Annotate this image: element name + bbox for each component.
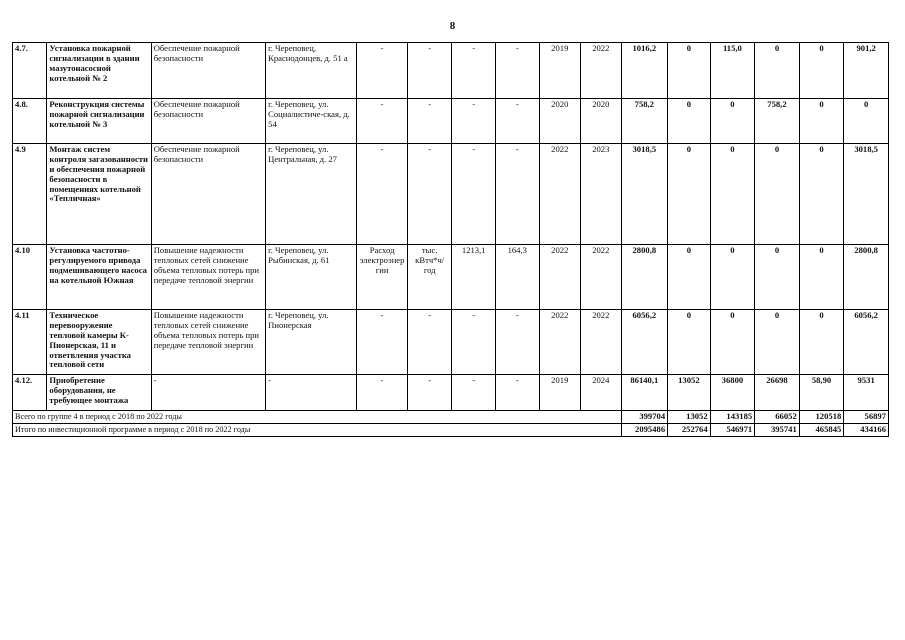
- project-name: Техническое перевооружение тепловой камеры К-Пионерская, 11 и ответвления участка тепловой сети: [47, 310, 151, 375]
- row-number: 4.11: [13, 310, 47, 375]
- row-number: 4.7.: [13, 43, 47, 99]
- funding-2018: 0: [668, 99, 711, 144]
- project-goal: -: [151, 375, 265, 411]
- indicator-name: -: [357, 375, 408, 411]
- indicator-value-before: -: [452, 43, 496, 99]
- indicator-value-before: -: [452, 375, 496, 411]
- year-end: 2024: [581, 375, 622, 411]
- indicator-name: -: [357, 43, 408, 99]
- indicator-name: Расход электроэнергии: [357, 245, 408, 310]
- total-y2022: 434166: [844, 423, 889, 436]
- group-total-row: [13, 411, 889, 424]
- total-y2020: 66052: [755, 411, 800, 424]
- funding-total: 2800,8: [621, 245, 668, 310]
- indicator-value-before: -: [452, 310, 496, 375]
- indicator-value-after: -: [495, 375, 539, 411]
- total-y2021: 465845: [799, 423, 844, 436]
- table-row: [13, 43, 889, 99]
- investment-program-table: [12, 42, 889, 437]
- funding-2021: 0: [799, 99, 844, 144]
- indicator-unit: -: [407, 43, 452, 99]
- year-start: 2019: [539, 375, 581, 411]
- page-number: 8: [449, 20, 456, 32]
- project-address: г. Череповец, ул. Социалистиче-ская, д. 54: [266, 99, 357, 144]
- indicator-value-before: -: [452, 99, 496, 144]
- year-start: 2020: [539, 99, 581, 144]
- funding-2021: 0: [799, 43, 844, 99]
- total-y2019: 546971: [710, 423, 755, 436]
- total-y2020: 395741: [755, 423, 800, 436]
- total-label: Итого по инвестиционной программе в период с 2018 по 2022 годы: [13, 423, 622, 436]
- table-row: [13, 144, 889, 245]
- project-goal: Повышение надежности тепловых сетей снижение объема тепловых потерь при передаче тепловой энергии: [151, 310, 265, 375]
- indicator-value-after: -: [495, 43, 539, 99]
- indicator-value-after: -: [495, 144, 539, 245]
- indicator-unit: -: [407, 310, 452, 375]
- indicator-value-before: 1213,1: [452, 245, 496, 310]
- year-end: 2020: [581, 99, 622, 144]
- funding-2019: 36800: [710, 375, 755, 411]
- indicator-unit: -: [407, 375, 452, 411]
- funding-2018: 13052: [668, 375, 711, 411]
- funding-total: 3018,5: [621, 144, 668, 245]
- project-goal: Повышение надежности тепловых сетей снижение объема тепловых потерь при передаче тепловой энергии: [151, 245, 265, 310]
- funding-2019: 0: [710, 310, 755, 375]
- indicator-value-after: -: [495, 99, 539, 144]
- funding-2018: 0: [668, 144, 711, 245]
- year-end: 2022: [581, 245, 622, 310]
- table-row: [13, 245, 889, 310]
- indicator-name: -: [357, 310, 408, 375]
- funding-total: 758,2: [621, 99, 668, 144]
- funding-2022: 9531: [844, 375, 889, 411]
- year-end: 2022: [581, 310, 622, 375]
- funding-2021: 0: [799, 144, 844, 245]
- row-number: 4.12.: [13, 375, 47, 411]
- total-y2018: 252764: [668, 423, 711, 436]
- funding-2019: 0: [710, 144, 755, 245]
- project-goal: Обеспечение пожарной безопасности: [151, 43, 265, 99]
- funding-2020: 26698: [755, 375, 800, 411]
- total-y2018: 13052: [668, 411, 711, 424]
- indicator-unit: -: [407, 144, 452, 245]
- project-name: Приобретение оборудования, не требующее монтажа: [47, 375, 151, 411]
- funding-2022: 2800,8: [844, 245, 889, 310]
- project-address: г. Череповец, Краснодонцев, д. 51 а: [266, 43, 357, 99]
- funding-2020: 0: [755, 310, 800, 375]
- funding-2018: 0: [668, 43, 711, 99]
- indicator-name: -: [357, 144, 408, 245]
- project-address: г. Череповец, ул. Рыбинская, д. 61: [266, 245, 357, 310]
- project-name: Установка частотно-регулируемого привода подмешивающего насоса на котельной Южная: [47, 245, 151, 310]
- funding-2020: 0: [755, 144, 800, 245]
- total-y2022: 56897: [844, 411, 889, 424]
- indicator-name: -: [357, 99, 408, 144]
- funding-2021: 58,90: [799, 375, 844, 411]
- project-address: г. Череповец, ул. Пионерская: [266, 310, 357, 375]
- project-address: -: [266, 375, 357, 411]
- row-number: 4.9: [13, 144, 47, 245]
- indicator-value-before: -: [452, 144, 496, 245]
- table-row: [13, 375, 889, 411]
- funding-2019: 115,0: [710, 43, 755, 99]
- project-name: Монтаж систем контроля загазованности и обеспечения пожарной безопасности в помещениях котельной «Тепличная»: [47, 144, 151, 245]
- funding-2020: 758,2: [755, 99, 800, 144]
- indicator-value-after: 164,3: [495, 245, 539, 310]
- funding-2022: 6056,2: [844, 310, 889, 375]
- funding-2020: 0: [755, 43, 800, 99]
- funding-total: 1016,2: [621, 43, 668, 99]
- project-name: Реконструкция системы пожарной сигнализации котельной № 3: [47, 99, 151, 144]
- row-number: 4.8.: [13, 99, 47, 144]
- funding-2022: 0: [844, 99, 889, 144]
- funding-2018: 0: [668, 310, 711, 375]
- year-start: 2022: [539, 310, 581, 375]
- indicator-unit: -: [407, 99, 452, 144]
- project-goal: Обеспечение пожарной безопасности: [151, 144, 265, 245]
- year-start: 2019: [539, 43, 581, 99]
- year-start: 2022: [539, 144, 581, 245]
- funding-2022: 901,2: [844, 43, 889, 99]
- table-row: [13, 310, 889, 375]
- table-row: [13, 99, 889, 144]
- funding-2018: 0: [668, 245, 711, 310]
- project-address: г. Череповец, ул. Центральная, д. 27: [266, 144, 357, 245]
- year-end: 2022: [581, 43, 622, 99]
- total-label: Всего по группе 4 в период с 2018 по 2022 годы: [13, 411, 622, 424]
- funding-2021: 0: [799, 310, 844, 375]
- project-goal: Обеспечение пожарной безопасности: [151, 99, 265, 144]
- grand-total-row: [13, 423, 889, 436]
- funding-2021: 0: [799, 245, 844, 310]
- total-y2021: 120518: [799, 411, 844, 424]
- total-total: 2095486: [621, 423, 668, 436]
- year-end: 2023: [581, 144, 622, 245]
- funding-2019: 0: [710, 245, 755, 310]
- funding-total: 86140,1: [621, 375, 668, 411]
- funding-2020: 0: [755, 245, 800, 310]
- funding-2019: 0: [710, 99, 755, 144]
- total-y2019: 143185: [710, 411, 755, 424]
- indicator-unit: тыс. кВтч*ч/год: [407, 245, 452, 310]
- funding-2022: 3018,5: [844, 144, 889, 245]
- year-start: 2022: [539, 245, 581, 310]
- project-name: Установка пожарной сигнализации в здании мазутонасосной котельной № 2: [47, 43, 151, 99]
- total-total: 399704: [621, 411, 668, 424]
- row-number: 4.10: [13, 245, 47, 310]
- indicator-value-after: -: [495, 310, 539, 375]
- funding-total: 6056,2: [621, 310, 668, 375]
